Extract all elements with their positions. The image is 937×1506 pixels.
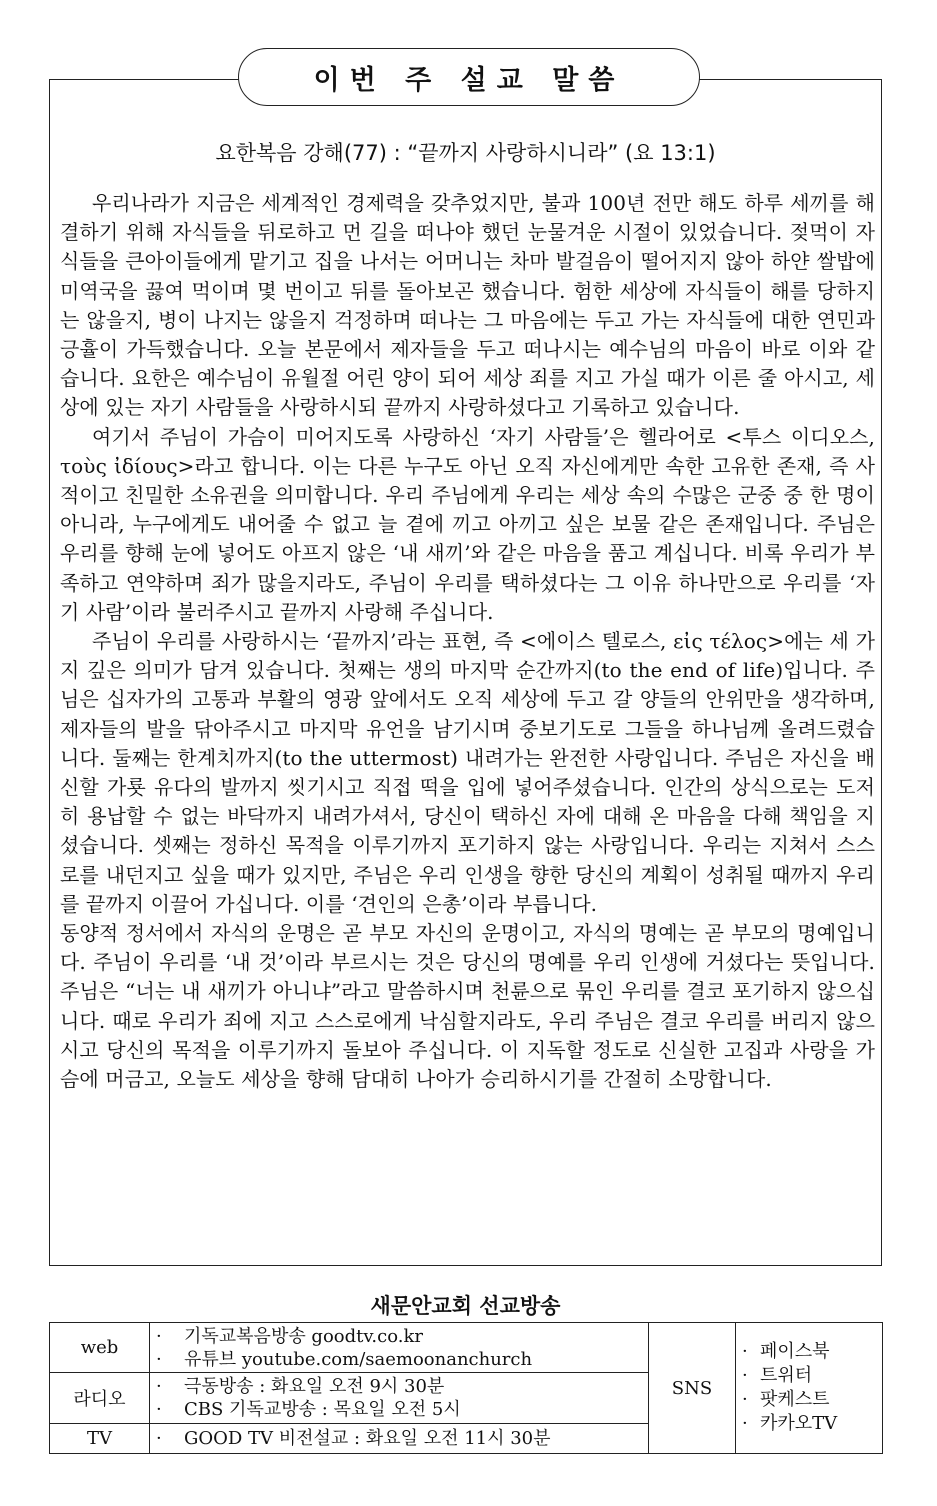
sermon-paragraph-1: 우리나라가 지금은 세계적인 경제력을 갖추었지만, 불과 100년 전만 해도 하루 세끼를 해결하기 위해 자식들을 뒤로하고 먼 길을 떠나야 했던 눈물겨운 시절이 있었습니다. 젖먹이 자식들을 큰아이들에게 맡기고 집을 나서는 어머니는 차마 발걸음이 떨어지지 않아 하얀 쌀밥에 미역국을 끓여 먹이며 몇 번이고 뒤를 돌아보곤 했습니다. 험한 세상에 자식들이 해를 당하지는 않을지, 병이 나지는 않을지 걱정하며 떠나는 그 마음에는 두고 가는 자식들에 대한 연민과 긍휼이 가득했습니다. 오늘 본문에서 제자들을 두고 떠나시는 예수님의 마음이 바로 이와 같습니다. 요한은 예수님이 유월절 어린 양이 되어 세상 죄를 지고 가실 때가 이른 줄 아시고, 세상에 있는 자기 사람들을 사랑하시되 끝까지 사랑하셨다고 기록하고 있습니다. <box>60 191 875 420</box>
web-item: · 유튜브 youtube.com/saemoonanchurch <box>156 1348 533 1370</box>
sns-item: · 카카오TV <box>742 1413 838 1434</box>
sns-items <box>736 1323 883 1454</box>
sermon-paragraph-2: 여기서 주님이 가슴이 미어지도록 사랑하신 ‘자기 사람들’은 헬라어로 <투스 이디오스, τοὺς ἰδίους>라고 합니다. 이는 다른 누구도 아닌 오직 자신에게만 속한 고유한 존재, 즉 사적이고 친밀한 소유권을 의미합니다. 우리 주님에게 우리는 세상 속의 수많은 군중 중 한 명이 아니라, 누구에게도 내어줄 수 없고 늘 곁에 끼고 아끼고 싶은 보물 같은 존재입니다. 주님은 우리를 향해 눈에 넣어도 아프지 않은 ‘내 새끼’와 같은 마음을 품고 계십니다. 비록 우리가 부족하고 연약하며 죄가 많을지라도, 주님이 우리를 택하셨다는 그 이유 하나만으로 우리를 ‘자기 사람’이라 불러주시고 끝까지 사랑해 주십니다. <box>60 424 875 624</box>
bullet-icon: · <box>156 1325 162 1347</box>
sermon-subtitle: 요한복음 강해(77) : “끝까지 사랑하시니라” (요 13:1) <box>215 141 716 165</box>
sermon-paragraph-4: 동양적 정서에서 자식의 운명은 곧 부모 자신의 운명이고, 자식의 명예는 곧 부모의 명예입니다. 주님이 우리를 ‘내 것’이라 부르시는 것은 당신의 명예를 우리 인생에 거셨다는 뜻입니다. 주님은 “너는 내 새끼가 아니냐”라고 말씀하시며 천륜으로 묶인 우리를 결코 포기하지 않으십니다. 때로 우리가 죄에 지고 스스로에게 낙심할지라도, 우리 주님은 결코 우리를 버리지 않으시고 당신의 목적을 이루기까지 돌보아 주십니다. 이 지독할 정도로 신실한 고집과 사랑을 가슴에 머금고, 오늘도 세상을 향해 담대히 나아가 승리하시기를 간절히 소망합니다. <box>60 921 875 1092</box>
sns-label: SNS <box>649 1323 736 1454</box>
page-title: 이번 주 설교 말씀 <box>313 64 625 96</box>
sns-item: · 페이스북 <box>742 1341 830 1362</box>
bullet-icon: · <box>742 1341 748 1362</box>
tv-label: TV <box>50 1423 150 1453</box>
header-banner <box>238 48 700 106</box>
web-label: web <box>50 1323 150 1373</box>
sermon-paragraph-3: 주님이 우리를 사랑하시는 ‘끝까지’라는 표현, 즉 <에이스 텔로스, εἰς τέλος>에는 세 가지 깊은 의미가 담겨 있습니다. 첫째는 생의 마지막 순간까지(to the end of life)입니다. 주님은 십자가의 고통과 부활의 영광 앞에서도 오직 세상에 두고 갈 양들의 안위만을 생각하며, 제자들의 발을 닦아주시고 마지막 유언을 남기시며 중보기도로 그들을 하나님께 올려드렸습니다. 둘째는 한계치까지(to the uttermost) 내려가는 완전한 사랑입니다. 주님은 자신을 배신할 가룟 유다의 발까지 씻기시고 직접 떡을 입에 넣어주셨습니다. 인간의 상식으로는 도저히 용납할 수 없는 바닥까지 내려가셔서, 당신이 택하신 자에 대해 온 마음을 다해 책임을 지셨습니다. 셋째는 정하신 목적을 이루기까지 포기하지 않는 사랑입니다. 우리는 지쳐서 스스로를 내던지고 싶을 때가 있지만, 주님은 우리 인생을 향한 당신의 계획이 성취될 때까지 우리를 끝까지 이끌어 가십니다. 이를 ‘견인의 은총’이라 부릅니다. <box>60 629 875 916</box>
radio-item: · 극동방송 : 화요일 오전 9시 30분 <box>156 1376 445 1398</box>
sermon-body <box>60 189 875 1094</box>
web-item: · 기독교복음방송 goodtv.co.kr <box>156 1325 423 1347</box>
broadcast-title: 새문안교회 선교방송 <box>370 1294 561 1318</box>
bullet-icon: · <box>156 1348 162 1370</box>
web-items <box>150 1323 649 1373</box>
bullet-icon: · <box>156 1427 162 1449</box>
tv-items <box>150 1423 649 1453</box>
radio-items <box>150 1373 649 1423</box>
broadcast-table <box>49 1322 883 1454</box>
sns-item: · 팟케스트 <box>742 1389 830 1410</box>
bullet-icon: · <box>156 1376 162 1398</box>
bullet-icon: · <box>156 1399 162 1421</box>
broadcast-row-web <box>50 1323 883 1373</box>
radio-item: · CBS 기독교방송 : 목요일 오전 5시 <box>156 1399 461 1421</box>
bullet-icon: · <box>742 1389 748 1410</box>
tv-item: · GOOD TV 비전설교 : 화요일 오전 11시 30분 <box>156 1427 551 1449</box>
bullet-icon: · <box>742 1413 748 1434</box>
sns-item: · 트위터 <box>742 1365 813 1386</box>
bullet-icon: · <box>742 1365 748 1386</box>
radio-label: 라디오 <box>50 1373 150 1423</box>
